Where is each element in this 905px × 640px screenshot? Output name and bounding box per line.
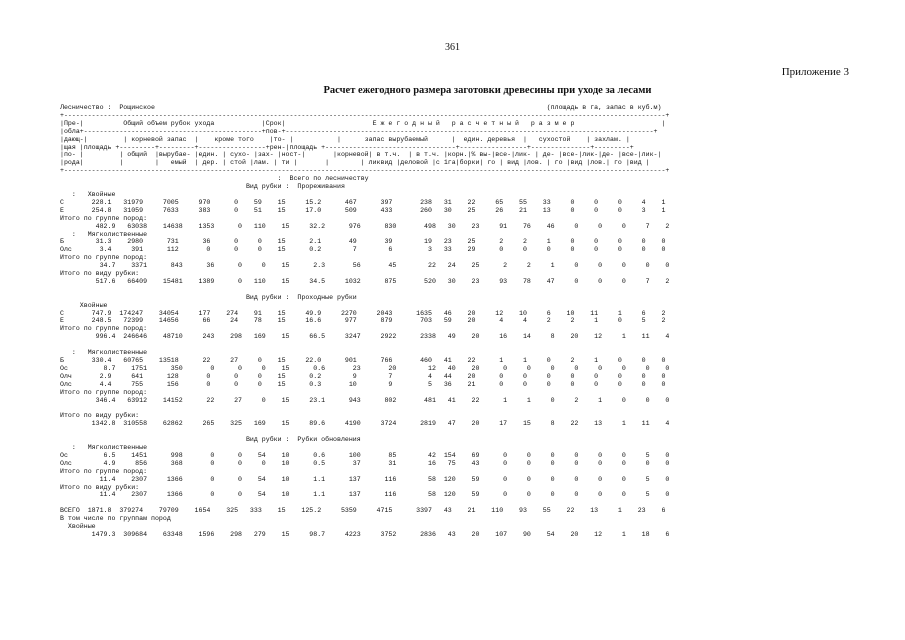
report-line: Олс 4.4 755 156 0 0 0 15 0.3 10 9 5 36 21 0 0 0 0 0 0 0 0 <box>60 380 666 388</box>
appendix-label: Приложение 3 <box>781 66 849 78</box>
report-line: |рода| | | емый | дер. | стой |лам. | ти | | | ликвид |деловой |с 1га|борки| го | вид |лов. | го |вид |лов.| го |вид | <box>60 159 650 167</box>
report-table <box>60 104 669 539</box>
report-line: +--------------------------------------------------------------------------------------------------------------------------------------------------------+ <box>60 167 670 175</box>
report-line: Вид рубки : Прореживания <box>60 183 345 191</box>
report-line: 996.4 246646 48710 243 298 169 15 66.5 3247 2922 2338 49 20 16 14 8 20 12 1 11 4 <box>60 333 670 341</box>
report-line: Итого по виду рубки: <box>60 483 140 491</box>
report-line: : Мягколиственные <box>60 230 148 238</box>
report-line: С 747.9 174247 34054 177 274 91 15 49.9 2270 2043 1635 46 20 12 10 6 10 11 1 6 2 <box>60 309 666 317</box>
report-line: 346.4 63912 14152 22 27 0 15 23.1 943 802 481 41 22 1 1 0 2 1 0 0 0 <box>60 396 670 404</box>
report-line: Итого по группе пород: <box>60 254 148 262</box>
report-line: Б 330.4 60765 13518 22 27 0 15 22.0 901 766 460 41 22 1 1 0 2 1 0 0 0 <box>60 357 666 364</box>
report-line <box>60 404 669 412</box>
report-line: 1479.3 309684 63348 1596 298 279 15 98.7 4223 3752 2836 43 20 107 90 54 20 12 1 18 6 <box>60 530 670 538</box>
report-line: +--------------------------------------------------------------------------------------------------------------------------------------------------------+ <box>60 111 670 119</box>
report-line: |по- | | общий |вырубае- |един. | сухо- |зах- |ност-| |корневой| в т.ч. | в т.ч. |корн.|% вы-|все-|лик- | де- |все-|лик-|де- |все-|лик-| <box>60 151 662 159</box>
page-number: 361 <box>445 42 460 53</box>
report-line: Олс 4.9 856 368 0 0 0 10 0.5 37 31 16 75 43 0 0 0 0 0 0 0 0 <box>60 459 670 467</box>
report-line <box>60 499 669 507</box>
report-line: Хвойные <box>60 523 96 531</box>
report-line <box>60 286 669 294</box>
report-line: Итого по группе пород: <box>60 388 148 396</box>
report-line: Итого по виду рубки: <box>60 270 140 278</box>
document-title: Расчет ежегодного размера заготовки древесины при уходе за лесами <box>323 85 652 96</box>
report-line: С 228.1 31979 7005 970 0 59 15 15.2 467 397 238 31 22 65 55 33 0 0 0 4 1 <box>60 198 666 206</box>
report-line: |Пре-| Общий объем рубок ухода |Срок| Е ж е г о д н ы й р а с ч е т н ы й р а з м е р | <box>60 119 666 127</box>
report-line: Итого по группе пород: <box>60 325 148 333</box>
report-line: В том числе по группам пород <box>60 515 171 523</box>
report-line: 34.7 3371 843 36 0 0 15 2.3 56 45 22 24 25 2 2 1 0 0 0 0 0 <box>60 262 670 270</box>
report-line: Олч 2.9 641 128 0 0 0 15 0.2 9 7 4 44 20 0 0 0 0 0 0 0 0 <box>60 372 666 380</box>
report-line: |обла+---------------------------------------------+пов-+---------------------------------------------------------------------------------------------+ <box>60 127 658 135</box>
report-line: : Мягколиственные <box>60 349 148 357</box>
report-line: 1342.8 310558 62862 265 325 169 15 89.6 4190 3724 2819 47 20 17 15 8 22 13 1 11 4 <box>60 420 670 428</box>
report-line: Е 254.8 31059 7633 383 0 51 15 17.0 509 433 260 30 25 26 21 13 0 0 0 3 1 <box>60 206 666 214</box>
report-line: 517.6 66409 15481 1389 0 110 15 34.5 1032 875 520 30 23 93 78 47 0 0 0 7 2 <box>60 277 670 285</box>
report-line: Вид рубки : Проходные рубки <box>60 293 357 301</box>
report-line <box>60 428 669 436</box>
report-line: Итого по группе пород: <box>60 214 148 222</box>
report-line: 482.9 63038 14638 1353 0 110 15 32.2 976 830 498 30 23 91 76 46 0 0 0 7 2 <box>60 222 670 230</box>
report-line: : Мягколиственные <box>60 443 148 451</box>
report-line: Хвойные <box>60 301 108 309</box>
report-line: Лесничество : Рощинское (площадь в га, запас в куб.м) <box>60 104 662 111</box>
report-line: Ос 6.5 1451 998 0 0 54 10 0.6 100 85 42 154 69 0 0 0 0 0 0 5 0 <box>60 451 670 459</box>
report-line: : Хвойные <box>60 190 116 198</box>
report-line: |щая |площадь +---------+---------+-----------------+рен-|площадь +---------------------------------+-----------------+---------------+---------+ <box>60 143 634 151</box>
report-line: |дающ-| | корневой запас | кроме того |то- | | запас вырубаемый | един. деревья | сухостой | захлам. | <box>60 135 630 143</box>
report-line: Итого по виду рубки: <box>60 412 140 420</box>
report-line: Е 248.5 72399 14656 66 24 78 15 16.6 977 879 703 59 20 4 4 2 2 1 0 5 2 <box>60 317 666 325</box>
report-line: 11.4 2307 1366 0 0 54 10 1.1 137 116 58 120 59 0 0 0 0 0 0 5 0 <box>60 491 670 499</box>
report-line: Итого по группе пород: <box>60 467 148 475</box>
report-line <box>60 341 669 349</box>
report-line: Олс 3.4 391 112 0 0 0 15 0.2 7 6 3 33 29 0 0 0 0 0 0 0 0 <box>60 246 666 254</box>
report-line: Вид рубки : Рубки обновления <box>60 436 361 444</box>
report-line: ВСЕГО 1871.8 379274 79709 1654 325 333 15 125.2 5359 4715 3397 43 21 110 93 55 22 13 1 23 6 <box>60 507 666 515</box>
report-line: Ос 8.7 1751 350 0 0 0 15 0.6 23 20 12 40 20 0 0 0 0 0 0 0 0 <box>60 364 670 372</box>
report-line: : Всего по лесничеству <box>60 175 369 183</box>
report-line: Б 31.3 2980 731 36 0 0 15 2.1 49 39 19 23 25 2 2 1 0 0 0 0 0 <box>60 238 666 246</box>
report-line: 11.4 2307 1366 0 0 54 10 1.1 137 116 58 120 59 0 0 0 0 0 0 5 0 <box>60 475 670 483</box>
